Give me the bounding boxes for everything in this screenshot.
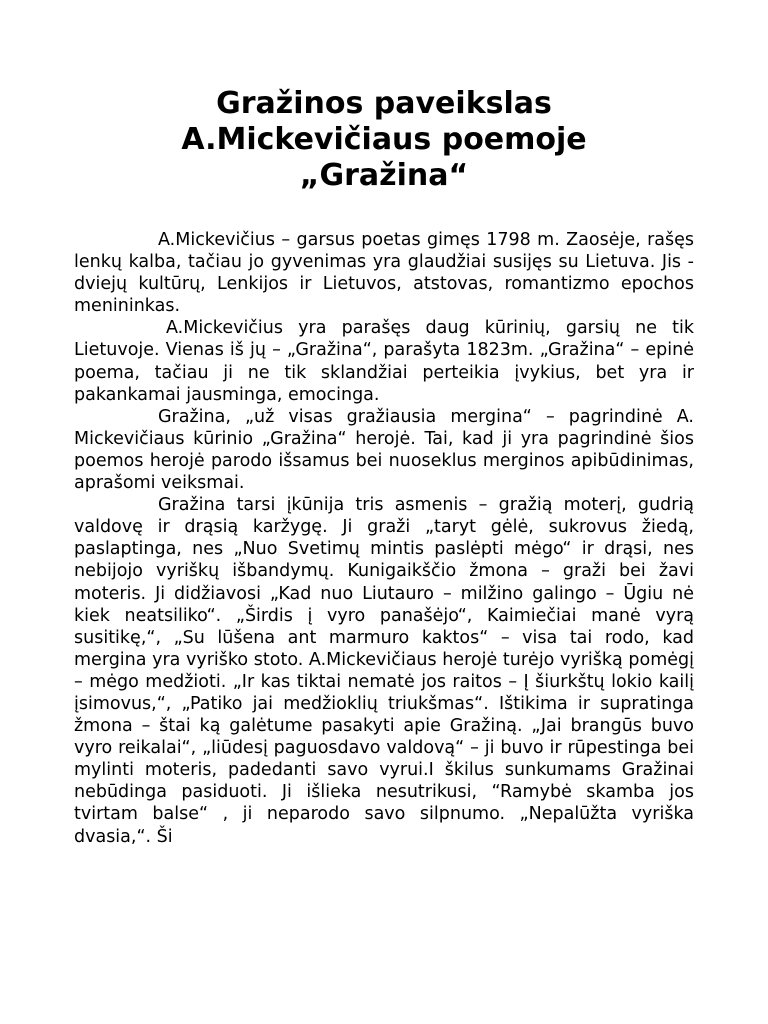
document-body	[74, 229, 694, 848]
paragraph-3: Gražina, „už visas gražiausia mergina“ – pagrindinė A. Mickevičiaus kūrinio „Gražina“ herojė. Tai, kad ji yra pagrindinė šios poemos herojė parodo išsamus bei nuoseklus merginos apibūdinimas, aprašomi veiksmai.	[74, 406, 694, 494]
paragraph-1: A.Mickevičius – garsus poetas gimęs 1798 m. Zaosėje, rašęs lenkų kalba, tačiau jo gyvenimas yra glaudžiai susijęs su Lietuva. Jis - dviejų kultūrų, Lenkijos ir Lietuvos, atstovas, romantizmo epochos menininkas.	[74, 230, 694, 317]
title-line-3: „Gražina“	[299, 158, 469, 193]
title-line-1: Gražinos paveikslas	[216, 86, 552, 121]
paragraph-4: Gražina tarsi įkūnija tris asmenis – gražią moterį, gudrią valdovę ir drąsią karžygę. Ji graži „taryt gėlė, sukrovus žiedą, paslaptinga, nes „Nuo Svetimų mintis paslėpti mėgo“ ir drąsi, nes nebijojo vyriškų išbandymų. Kunigaikščio žmona – graži bei žavi moteris. Ji didžiavosi „Kad nuo Liutauro – milžino galingo – Ūgiu nė kiek neatsiliko“. „Širdis į vyro panašėjo“, Kaimiečiai manė vyrą susitikę,“, „Su lūšena ant marmuro kaktos“ – visa tai rodo, kad mergina yra vyriško stoto. A.Mickevičiaus herojė turėjo vyrišką pomėgį – mėgo medžioti. „Ir kas tiktai nematė jos raitos – Į šiurkštų lokio kailį įsimovus,“, „Patiko jai medžioklių triukšmas“. Ištikima ir supratinga žmona – štai ką galėtume pasakyti apie Gražiną. „Jai brangūs buvo vyro reikalai“, „liūdesį paguosdavo valdovą“ – ji buvo ir rūpestinga bei mylinti moteris, padedanti savo vyrui.I škilus sunkumams Gražinai nebūdinga pasiduoti. Ji išlieka nesutrikusi, “Ramybė skamba jos tvirtam balse“ , ji neparodo savo silpnumo. „Nepalūžta vyriška dvasia,“. Ši	[74, 495, 694, 847]
title-line-2: A.Mickevičiaus poemoje	[181, 122, 587, 157]
document-title	[0, 86, 768, 194]
paragraph-2: A.Mickevičius yra parašęs daug kūrinių, garsių ne tik Lietuvoje. Vienas iš jų – „Gražina“, parašyta 1823m. „Gražina“ – epinė poema, tačiau ji ne tik sklandžiai perteikia įvykius, bet yra ir pakankamai jausminga, emocinga.	[74, 318, 694, 405]
